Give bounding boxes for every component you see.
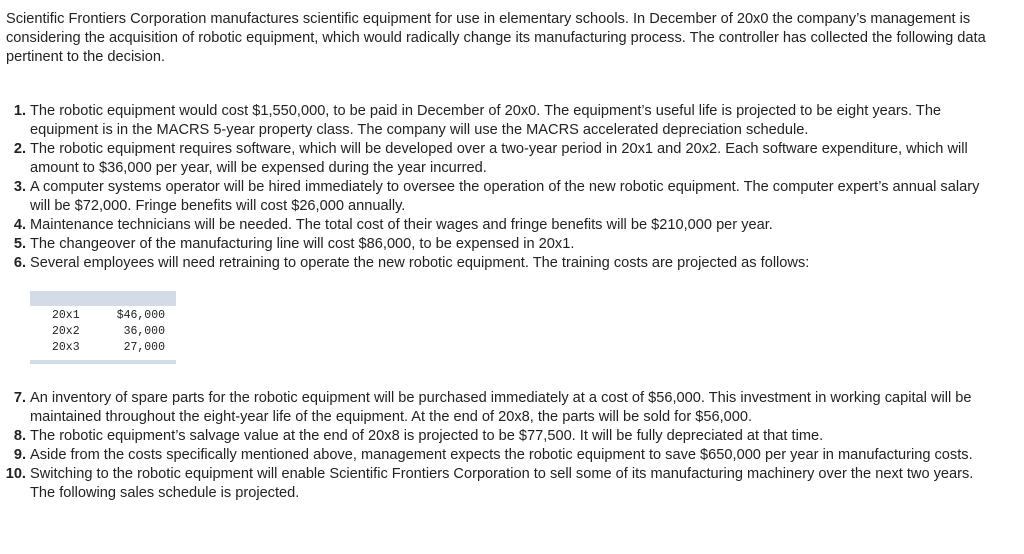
- item-number: 6.: [13, 255, 26, 271]
- item-number: 7.: [13, 390, 26, 406]
- amount-cell: 27,000: [123, 341, 165, 354]
- item-number: 4.: [13, 217, 26, 233]
- list-item: [0, 178, 1000, 216]
- list-item: [0, 102, 1000, 140]
- amount-cell: 36,000: [123, 325, 165, 338]
- item-text: The changeover of the manufacturing line will cost $86,000, to be expensed in 20x1.: [30, 236, 575, 252]
- table-row: [30, 324, 176, 340]
- item-number: 2.: [13, 141, 26, 157]
- list-item: [0, 235, 1000, 254]
- table-header-bar: [30, 291, 176, 306]
- data-list-part-1: [0, 102, 1000, 273]
- year-cell: 20x1: [52, 309, 80, 322]
- list-item: [0, 446, 1000, 465]
- item-text: A computer systems operator will be hired immediately to oversee the operation of the new robotic equipment. The computer expert’s annual salary will be $72,000. Fringe benefits will cost $26,000 annually.: [30, 179, 980, 214]
- item-text: An inventory of spare parts for the robotic equipment will be purchased immediately at a cost of $56,000. This investment in working capital will be maintained throughout the eight-year life of the equipment. At the end of 20x8, the parts will be sold for $56,000.: [30, 390, 972, 425]
- year-cell: 20x2: [52, 325, 80, 338]
- item-number: 5.: [13, 236, 26, 252]
- list-item: [0, 427, 1000, 446]
- training-cost-table: [30, 291, 176, 364]
- item-text: Maintenance technicians will be needed. The total cost of their wages and fringe benefits will be $210,000 per year.: [30, 217, 773, 233]
- table-row: [30, 308, 176, 324]
- training-cost-rows: [30, 308, 176, 356]
- item-text: The robotic equipment would cost $1,550,000, to be paid in December of 20x0. The equipment’s useful life is projected to be eight years. The equipment is in the MACRS 5-year property class. The company will use the MACRS accelerated depreciation schedule.: [30, 103, 942, 138]
- list-item: [0, 216, 1000, 235]
- item-number: 3.: [13, 179, 26, 195]
- list-item: [0, 140, 1000, 178]
- item-text: Several employees will need retraining to operate the new robotic equipment. The training costs are projected as follows:: [30, 255, 810, 271]
- intro-paragraph: Scientific Frontiers Corporation manufactures scientific equipment for use in elementary schools. In December of 20x0 the company’s management is considering the acquisition of robotic equipment, which would radically change its manufacturing process. The controller has collected the following data pertinent to the decision.: [6, 11, 986, 65]
- item-number: 9.: [13, 447, 26, 463]
- amount-cell: $46,000: [116, 309, 165, 322]
- data-list-part-2: [0, 389, 1000, 503]
- table-footer-bar: [30, 360, 176, 364]
- list-item: [0, 254, 1000, 273]
- year-cell: 20x3: [52, 341, 80, 354]
- item-text: The robotic equipment requires software, which will be developed over a two-year period in 20x1 and 20x2. Each software expenditure, which will amount to $36,000 per year, will be expensed during the year incurred.: [30, 141, 968, 176]
- item-number: 1.: [13, 103, 26, 119]
- item-text: Aside from the costs specifically mentioned above, management expects the robotic equipment to save $650,000 per year in manufacturing costs.: [30, 447, 973, 463]
- item-number: 8.: [13, 428, 26, 444]
- item-text: The robotic equipment’s salvage value at the end of 20x8 is projected to be $77,500. It will be fully depreciated at that time.: [30, 428, 824, 444]
- item-number: 10.: [5, 466, 26, 482]
- list-item: [0, 389, 1000, 427]
- table-row: [30, 340, 176, 356]
- list-item: [0, 465, 1000, 503]
- item-text: Switching to the robotic equipment will enable Scientific Frontiers Corporation to sell some of its manufacturing machinery over the next two years. The following sales schedule is projected.: [30, 466, 974, 501]
